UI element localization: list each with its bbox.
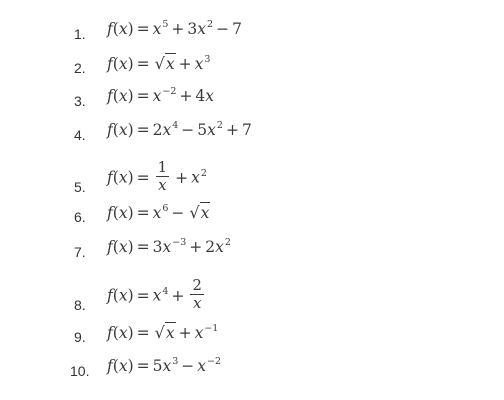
problem-number: 2. <box>74 60 86 76</box>
fraction: $\frac{1}{x}$ <box>157 158 168 194</box>
problem-expression: $f(x) = x^4$ + $\frac{2}{x}$ <box>107 276 202 312</box>
problem-number: 3. <box>74 93 86 109</box>
problem-expression: $f(x) = 5x^3 - x^{-2}$ <box>107 356 222 375</box>
problem-number: 10. <box>70 363 90 379</box>
radical: √x <box>154 323 175 342</box>
problem-expression: $f(x) = 3x^{-3} + 2x^2$ <box>107 237 231 256</box>
radical: √x <box>189 203 210 222</box>
problem-expression: $f(x) = √x + x^3$ <box>107 54 211 73</box>
problem-number: 4. <box>74 127 86 143</box>
radical: √x <box>154 54 175 73</box>
problem-expression: $f(x) = x^6 - √x$ <box>107 203 210 222</box>
problem-number: 5. <box>74 179 86 195</box>
problem-expression: $f(x) = 2x^4 - 5x^2 + 7$ <box>107 120 252 139</box>
problem-number: 9. <box>74 329 86 345</box>
problem-expression: $f(x) = √x + x^{-1}$ <box>107 323 219 342</box>
problem-expression: $f(x) = x^{-2} + 4x$ <box>107 86 215 105</box>
problem-expression: $f(x) = x^5 + 3x^2 - 7$ <box>107 19 242 38</box>
problem-number: 1. <box>74 26 86 42</box>
problem-number: 8. <box>74 297 86 313</box>
fraction: $\frac{2}{x}$ <box>192 276 202 312</box>
problem-expression: f(x) = $\frac{1}{x}$ + $x^2$ <box>107 158 207 194</box>
problem-number: 6. <box>74 209 86 225</box>
problem-number: 7. <box>74 244 86 260</box>
